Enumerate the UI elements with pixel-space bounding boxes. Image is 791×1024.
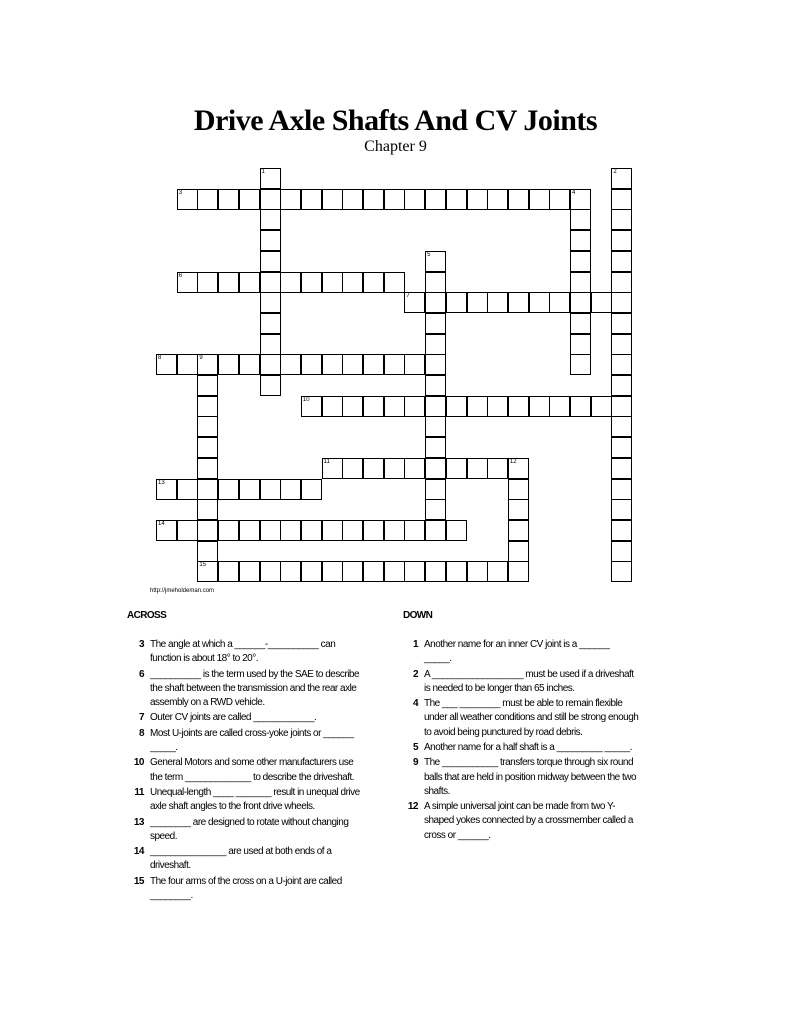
cell-number: 3 — [178, 189, 183, 196]
across-clue-list — [120, 638, 360, 904]
clue-text: The angle at which a ______-__________ can function is about 18° to 20°. — [150, 639, 336, 665]
grid-cell[interactable] — [529, 189, 550, 210]
grid-cell[interactable] — [342, 520, 363, 541]
clue-text: The four arms of the cross on a U-joint are called ________. — [150, 875, 342, 901]
across-clue-14 — [120, 845, 360, 873]
grid-cell[interactable] — [508, 520, 529, 541]
grid-cell[interactable] — [467, 458, 488, 479]
grid-cell[interactable] — [404, 292, 425, 313]
grid-cell[interactable] — [260, 313, 281, 334]
across-clue-3 — [120, 638, 360, 666]
grid-cell[interactable] — [570, 313, 591, 334]
grid-cell[interactable] — [384, 520, 405, 541]
grid-cell[interactable] — [260, 479, 281, 500]
grid-cell[interactable] — [611, 209, 632, 230]
grid-cell[interactable] — [260, 230, 281, 251]
grid-cell[interactable] — [611, 292, 632, 313]
grid-cell[interactable] — [156, 354, 177, 375]
grid-cell[interactable] — [322, 561, 343, 582]
grid-cell[interactable] — [197, 416, 218, 437]
clue-text: Outer CV joints are called ____________. — [150, 712, 317, 724]
clue-text: Unequal-length ____ _______ result in unequal drive axle shaft angles to the front drive wheels. — [150, 786, 360, 813]
grid-cell[interactable] — [280, 189, 301, 210]
grid-cell[interactable] — [611, 499, 632, 520]
grid-cell[interactable] — [570, 292, 591, 313]
grid-cell[interactable] — [611, 251, 632, 272]
cell-number: 1 — [261, 169, 265, 175]
grid-cell[interactable] — [239, 479, 260, 500]
clue-text: __________ is the term used by the SAE to describe the shaft between the transmission and the rear axle assembly on a RWD vehicle. — [150, 668, 360, 708]
grid-cell[interactable] — [425, 396, 446, 417]
grid-cell[interactable] — [404, 189, 425, 210]
across-clue-7 — [120, 711, 360, 725]
grid-cell[interactable] — [197, 458, 218, 479]
across-clue-8 — [120, 727, 360, 755]
grid-cell[interactable] — [529, 396, 550, 417]
grid-cell[interactable] — [239, 561, 260, 582]
grid-cell[interactable] — [425, 437, 446, 458]
grid-cell[interactable] — [425, 272, 446, 293]
clue-number: 5 — [412, 741, 418, 753]
grid-cell[interactable] — [322, 354, 343, 375]
grid-cell[interactable] — [446, 520, 467, 541]
grid-cell[interactable] — [197, 437, 218, 458]
grid-cell[interactable] — [177, 272, 198, 293]
clue-text: A simple universal joint can be made from two Y-shaped yokes connected by a crossmember called a cross or ______. — [424, 801, 633, 841]
grid-cell[interactable] — [239, 354, 260, 375]
grid-cell[interactable] — [425, 416, 446, 437]
clue-number: 6 — [138, 668, 144, 680]
clue-number: 14 — [133, 846, 144, 858]
grid-cell[interactable] — [260, 272, 281, 293]
grid-cell[interactable] — [570, 334, 591, 355]
grid-cell[interactable] — [239, 520, 260, 541]
grid-cell[interactable] — [280, 272, 301, 293]
grid-cell[interactable] — [301, 189, 322, 210]
grid-cell[interactable] — [529, 292, 550, 313]
cell-number: 5 — [427, 251, 431, 258]
grid-cell[interactable] — [342, 396, 363, 417]
grid-cell[interactable] — [177, 520, 198, 541]
grid-cell[interactable] — [508, 499, 529, 520]
grid-cell[interactable] — [508, 292, 529, 313]
grid-cell[interactable] — [197, 520, 218, 541]
grid-cell[interactable] — [425, 354, 446, 375]
clue-number: 10 — [133, 757, 144, 769]
grid-cell[interactable] — [425, 251, 446, 272]
across-clue-6 — [120, 668, 360, 711]
cell-number: 11 — [323, 458, 330, 465]
cell-number: 4 — [572, 189, 576, 196]
clue-number: 13 — [133, 816, 144, 828]
grid-cell[interactable] — [218, 189, 239, 210]
grid-cell[interactable] — [570, 230, 591, 251]
grid-cell[interactable] — [322, 189, 343, 210]
grid-cell[interactable] — [487, 396, 508, 417]
clue-text: The ___ ________ must be able to remain flexible under all weather conditions and still be strong enough to avoid being punctured by road debris. — [424, 698, 639, 738]
grid-cell[interactable] — [487, 561, 508, 582]
clue-number: 8 — [138, 727, 144, 739]
clue-number: 2 — [412, 668, 418, 680]
grid-cell[interactable] — [280, 354, 301, 375]
clue-text: The ___________ transfers torque through six round balls that are held in position midway between the two shafts. — [424, 757, 637, 797]
clue-number: 15 — [133, 875, 144, 887]
clue-number: 12 — [407, 801, 418, 813]
grid-cell[interactable] — [611, 416, 632, 437]
grid-cell[interactable] — [197, 499, 218, 520]
cell-number: 12 — [509, 458, 517, 465]
grid-cell[interactable] — [177, 479, 198, 500]
grid-cell[interactable] — [446, 458, 467, 479]
grid-cell[interactable] — [404, 354, 425, 375]
grid-cell[interactable] — [591, 396, 612, 417]
grid-cell[interactable] — [508, 396, 529, 417]
grid-cell[interactable] — [280, 561, 301, 582]
grid-cell[interactable] — [467, 189, 488, 210]
grid-cell[interactable] — [260, 189, 281, 210]
grid-cell[interactable] — [384, 458, 405, 479]
grid-cell[interactable] — [404, 458, 425, 479]
grid-cell[interactable] — [177, 189, 198, 210]
down-clue-5 — [394, 741, 639, 755]
grid-cell[interactable] — [611, 313, 632, 334]
grid-cell[interactable] — [260, 168, 281, 189]
grid-cell[interactable] — [384, 561, 405, 582]
grid-cell[interactable] — [404, 520, 425, 541]
grid-cell[interactable] — [425, 499, 446, 520]
grid-cell[interactable] — [549, 396, 570, 417]
grid-cell[interactable] — [611, 272, 632, 293]
grid-cell[interactable] — [197, 189, 218, 210]
grid-cell[interactable] — [363, 189, 384, 210]
grid-cell[interactable] — [156, 520, 177, 541]
across-heading: ACROSS — [127, 610, 167, 621]
grid-cell[interactable] — [342, 354, 363, 375]
grid-cell[interactable] — [363, 458, 384, 479]
grid-cell[interactable] — [156, 479, 177, 500]
grid-cell[interactable] — [301, 520, 322, 541]
grid-cell[interactable] — [467, 292, 488, 313]
grid-cell[interactable] — [218, 272, 239, 293]
grid-cell[interactable] — [301, 479, 322, 500]
grid-cell[interactable] — [487, 189, 508, 210]
grid-cell[interactable] — [177, 354, 198, 375]
down-clue-1 — [394, 638, 639, 666]
grid-cell[interactable] — [446, 292, 467, 313]
grid-cell[interactable] — [611, 541, 632, 562]
grid-cell[interactable] — [570, 251, 591, 272]
grid-cell[interactable] — [570, 272, 591, 293]
grid-cell[interactable] — [342, 458, 363, 479]
grid-cell[interactable] — [425, 334, 446, 355]
grid-cell[interactable] — [404, 396, 425, 417]
grid-cell[interactable] — [363, 561, 384, 582]
grid-cell[interactable] — [218, 354, 239, 375]
cell-number: 10 — [302, 396, 310, 403]
grid-cell[interactable] — [611, 334, 632, 355]
grid-cell[interactable] — [611, 520, 632, 541]
grid-cell[interactable] — [384, 354, 405, 375]
grid-cell[interactable] — [570, 396, 591, 417]
grid-cell[interactable] — [197, 272, 218, 293]
grid-cell[interactable] — [611, 458, 632, 479]
cell-number: 6 — [178, 272, 183, 279]
grid-cell[interactable] — [467, 561, 488, 582]
cell-number: 2 — [613, 169, 617, 175]
across-clue-11 — [120, 786, 360, 814]
grid-cell[interactable] — [322, 396, 343, 417]
grid-cell[interactable] — [570, 189, 591, 210]
grid-cell[interactable] — [260, 375, 281, 396]
grid-cell[interactable] — [611, 230, 632, 251]
clue-text: _______________ are used at both ends of a driveshaft. — [150, 846, 332, 872]
grid-cell[interactable] — [508, 541, 529, 562]
grid-cell[interactable] — [611, 479, 632, 500]
clue-number: 9 — [412, 757, 418, 769]
grid-cell[interactable] — [260, 251, 281, 272]
grid-cell[interactable] — [197, 354, 218, 375]
grid-cell[interactable] — [425, 458, 446, 479]
grid-cell[interactable] — [197, 479, 218, 500]
page-subtitle: Chapter 9 — [364, 138, 427, 155]
clue-number: 7 — [138, 712, 144, 724]
clue-text: Another name for an inner CV joint is a ______ _____. — [424, 639, 610, 665]
grid-cell[interactable] — [218, 520, 239, 541]
grid-cell[interactable] — [363, 520, 384, 541]
grid-cell[interactable] — [425, 375, 446, 396]
down-clue-12 — [394, 800, 639, 843]
across-clue-10 — [120, 756, 360, 784]
grid-cell[interactable] — [446, 189, 467, 210]
grid-cell[interactable] — [197, 375, 218, 396]
down-heading: DOWN — [403, 610, 433, 621]
grid-cell[interactable] — [342, 272, 363, 293]
grid-cell[interactable] — [280, 479, 301, 500]
grid-cell[interactable] — [384, 396, 405, 417]
clue-text: A __________________ must be used if a driveshaft is needed to be longer than 65 inches. — [424, 668, 634, 694]
grid-cell[interactable] — [260, 292, 281, 313]
grid-cell[interactable] — [425, 189, 446, 210]
grid-cell[interactable] — [218, 479, 239, 500]
grid-cell[interactable] — [342, 561, 363, 582]
grid-cell[interactable] — [508, 189, 529, 210]
grid-cell[interactable] — [611, 354, 632, 375]
grid-cell[interactable] — [508, 458, 529, 479]
down-clue-2 — [394, 668, 639, 696]
grid-cell[interactable] — [611, 437, 632, 458]
clue-text: Most U-joints are called cross-yoke joints or ______ _____. — [150, 727, 354, 753]
grid-cell[interactable] — [322, 272, 343, 293]
cell-number: 14 — [158, 520, 165, 527]
grid-cell[interactable] — [570, 209, 591, 230]
grid-cell[interactable] — [611, 189, 632, 210]
clue-text: General Motors and some other manufacturers use the term _____________ to describe the driveshaft. — [150, 757, 355, 783]
grid-cell[interactable] — [260, 354, 281, 375]
grid-cell[interactable] — [508, 561, 529, 582]
grid-cell[interactable] — [342, 189, 363, 210]
grid-cell[interactable] — [260, 334, 281, 355]
grid-cell[interactable] — [487, 458, 508, 479]
grid-cell[interactable] — [425, 313, 446, 334]
grid-cell[interactable] — [425, 292, 446, 313]
clue-number: 1 — [412, 639, 418, 650]
grid-cell[interactable] — [425, 520, 446, 541]
cell-number: 13 — [158, 479, 165, 486]
grid-cell[interactable] — [384, 272, 405, 293]
grid-cell[interactable] — [322, 458, 343, 479]
grid-cell[interactable] — [425, 561, 446, 582]
grid-cell[interactable] — [611, 168, 632, 189]
grid-cell[interactable] — [611, 561, 632, 582]
grid-cell[interactable] — [301, 396, 322, 417]
grid-cell[interactable] — [487, 292, 508, 313]
grid-cell[interactable] — [239, 189, 260, 210]
grid-cell[interactable] — [404, 561, 425, 582]
grid-cell[interactable] — [197, 541, 218, 562]
grid-cell[interactable] — [363, 272, 384, 293]
clue-number: 11 — [134, 786, 144, 798]
page-title: Drive Axle Shafts And CV Joints — [193, 104, 598, 137]
grid-cell[interactable] — [197, 396, 218, 417]
grid-cell[interactable] — [260, 520, 281, 541]
grid-cell[interactable] — [260, 561, 281, 582]
across-clue-13 — [120, 816, 360, 844]
grid-cell[interactable] — [591, 292, 612, 313]
grid-cell[interactable] — [239, 272, 260, 293]
grid-cell[interactable] — [446, 396, 467, 417]
clue-number: 4 — [412, 698, 418, 710]
grid-cell[interactable] — [467, 396, 488, 417]
grid-cell[interactable] — [549, 292, 570, 313]
grid-cell[interactable] — [301, 272, 322, 293]
grid-cell[interactable] — [280, 520, 301, 541]
clue-text: Another name for a half shaft is a _________ _____. — [424, 741, 633, 753]
grid-cell[interactable] — [197, 561, 218, 582]
cell-number: 8 — [158, 355, 162, 362]
grid-cell[interactable] — [260, 209, 281, 230]
grid-cell[interactable] — [425, 479, 446, 500]
down-clue-list — [394, 638, 639, 844]
grid-cell[interactable] — [363, 354, 384, 375]
grid-cell[interactable] — [301, 561, 322, 582]
down-clue-4 — [394, 697, 639, 740]
source-url: http://jmeholdeman.com — [150, 588, 215, 594]
across-clue-15 — [120, 875, 360, 903]
grid-cell[interactable] — [322, 520, 343, 541]
grid-cell[interactable] — [508, 479, 529, 500]
grid-cell[interactable] — [384, 189, 405, 210]
clue-number: 3 — [138, 639, 144, 650]
grid-cell[interactable] — [549, 189, 570, 210]
grid-cell[interactable] — [363, 396, 384, 417]
grid-cell[interactable] — [446, 561, 467, 582]
clue-text: ________ are designed to rotate without changing speed. — [150, 816, 349, 842]
grid-cell[interactable] — [301, 354, 322, 375]
grid-cell[interactable] — [218, 561, 239, 582]
down-clue-9 — [394, 756, 639, 799]
grid-cell[interactable] — [570, 354, 591, 375]
grid-cell[interactable] — [611, 396, 632, 417]
cell-number: 7 — [406, 293, 410, 300]
grid-cell[interactable] — [611, 375, 632, 396]
cell-number: 9 — [199, 355, 203, 362]
cell-number: 15 — [199, 562, 207, 569]
